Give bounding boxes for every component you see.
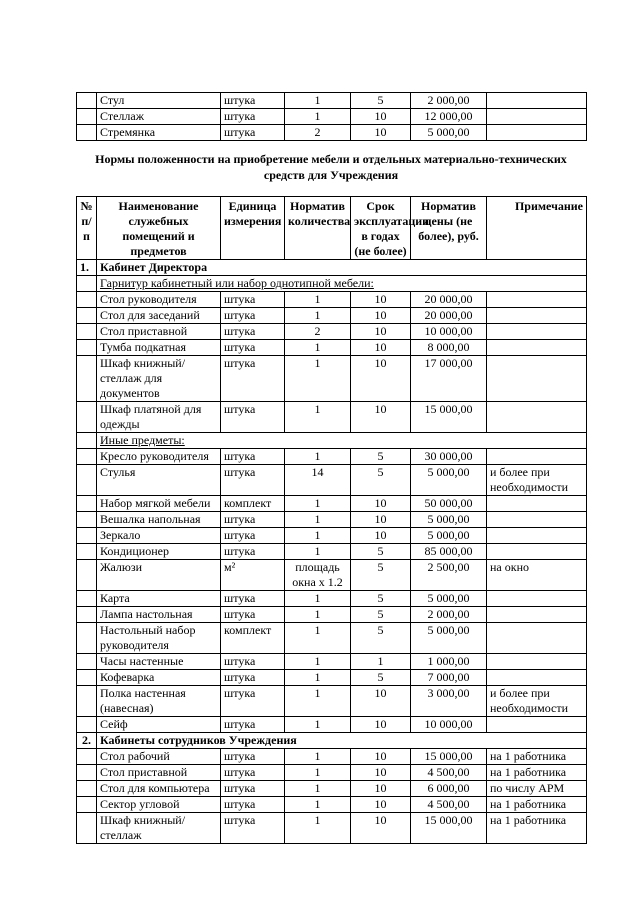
item-price: 50 000,00 bbox=[411, 496, 487, 512]
item-unit: штука bbox=[221, 544, 285, 560]
item-term: 5 bbox=[351, 465, 411, 496]
header-unit: Единица измерения bbox=[221, 197, 285, 260]
row-num bbox=[77, 654, 97, 670]
item-qty: 1 bbox=[285, 781, 351, 797]
section-title: Кабинеты сотрудников Учреждения bbox=[97, 733, 587, 749]
item-price: 10 000,00 bbox=[411, 324, 487, 340]
item-unit: комплект bbox=[221, 496, 285, 512]
item-price: 15 000,00 bbox=[411, 813, 487, 844]
item-price: 5 000,00 bbox=[411, 623, 487, 654]
item-note bbox=[487, 356, 587, 402]
row-num bbox=[77, 528, 97, 544]
item-note bbox=[487, 544, 587, 560]
item-name: Стол приставной bbox=[97, 765, 221, 781]
header-num: № п/п bbox=[77, 197, 97, 260]
item-term: 10 bbox=[351, 402, 411, 433]
table-row bbox=[77, 496, 587, 512]
row-num bbox=[77, 797, 97, 813]
item-qty: 1 bbox=[285, 544, 351, 560]
row-num bbox=[77, 340, 97, 356]
item-qty: 1 bbox=[285, 749, 351, 765]
row-num bbox=[77, 623, 97, 654]
item-note bbox=[487, 654, 587, 670]
table-row bbox=[77, 591, 587, 607]
table-row bbox=[77, 340, 587, 356]
table-row bbox=[77, 749, 587, 765]
item-qty: 1 bbox=[285, 93, 351, 109]
item-unit: штука bbox=[221, 93, 285, 109]
item-term: 10 bbox=[351, 528, 411, 544]
item-note bbox=[487, 109, 587, 125]
item-unit: штука bbox=[221, 717, 285, 733]
item-unit: штука bbox=[221, 670, 285, 686]
item-name: Зеркало bbox=[97, 528, 221, 544]
item-note: на 1 работника bbox=[487, 813, 587, 844]
item-unit: комплект bbox=[221, 623, 285, 654]
item-qty: 1 bbox=[285, 292, 351, 308]
item-qty: 1 bbox=[285, 109, 351, 125]
item-price: 2 000,00 bbox=[411, 93, 487, 109]
item-name: Кондиционер bbox=[97, 544, 221, 560]
norms-table bbox=[76, 196, 587, 844]
row-num bbox=[77, 308, 97, 324]
item-price: 12 000,00 bbox=[411, 109, 487, 125]
group-title-row bbox=[77, 433, 587, 449]
item-price: 4 500,00 bbox=[411, 765, 487, 781]
table-row bbox=[77, 512, 587, 528]
row-num bbox=[77, 813, 97, 844]
header-qty: Норматив количества bbox=[285, 197, 351, 260]
row-num bbox=[77, 591, 97, 607]
item-unit: штука bbox=[221, 465, 285, 496]
item-name: Кресло руководителя bbox=[97, 449, 221, 465]
item-note bbox=[487, 402, 587, 433]
item-qty: 1 bbox=[285, 496, 351, 512]
table-row bbox=[77, 765, 587, 781]
table-row bbox=[77, 125, 587, 141]
item-qty: 1 bbox=[285, 356, 351, 402]
item-note bbox=[487, 308, 587, 324]
table-row bbox=[77, 813, 587, 844]
row-num bbox=[77, 449, 97, 465]
item-name: Шкаф платяной для одежды bbox=[97, 402, 221, 433]
item-name: Лампа настольная bbox=[97, 607, 221, 623]
item-unit: штука bbox=[221, 340, 285, 356]
item-price: 2 000,00 bbox=[411, 607, 487, 623]
item-term: 10 bbox=[351, 717, 411, 733]
row-num bbox=[77, 686, 97, 717]
table-row bbox=[77, 623, 587, 654]
item-price: 20 000,00 bbox=[411, 292, 487, 308]
item-qty: 1 bbox=[285, 607, 351, 623]
item-qty: 1 bbox=[285, 813, 351, 844]
item-unit: штука bbox=[221, 356, 285, 402]
item-term: 10 bbox=[351, 109, 411, 125]
item-note bbox=[487, 496, 587, 512]
item-term: 10 bbox=[351, 797, 411, 813]
item-qty: 1 bbox=[285, 591, 351, 607]
table-row bbox=[77, 449, 587, 465]
row-num bbox=[77, 607, 97, 623]
table-row bbox=[77, 686, 587, 717]
item-qty: 1 bbox=[285, 402, 351, 433]
item-price: 5 000,00 bbox=[411, 591, 487, 607]
item-note bbox=[487, 324, 587, 340]
section-num: 2. bbox=[77, 733, 97, 749]
item-note bbox=[487, 528, 587, 544]
item-price: 3 000,00 bbox=[411, 686, 487, 717]
item-note bbox=[487, 591, 587, 607]
item-note: на 1 работника bbox=[487, 765, 587, 781]
item-qty: площадь окна х 1.2 bbox=[285, 560, 351, 591]
item-note bbox=[487, 125, 587, 141]
table-row bbox=[77, 109, 587, 125]
item-qty: 2 bbox=[285, 125, 351, 141]
item-unit: штука bbox=[221, 402, 285, 433]
item-note bbox=[487, 449, 587, 465]
item-unit: штука bbox=[221, 591, 285, 607]
item-unit: штука bbox=[221, 765, 285, 781]
table-row bbox=[77, 670, 587, 686]
header-name: Наименование служебных помещений и предметов bbox=[97, 197, 221, 260]
item-price: 30 000,00 bbox=[411, 449, 487, 465]
item-unit: штука bbox=[221, 308, 285, 324]
continued-table bbox=[76, 92, 587, 141]
header-note: Примечание bbox=[487, 197, 587, 260]
item-name: Стол для компьютера bbox=[97, 781, 221, 797]
item-term: 5 bbox=[351, 544, 411, 560]
item-term: 10 bbox=[351, 324, 411, 340]
item-price: 4 500,00 bbox=[411, 797, 487, 813]
row-num bbox=[77, 125, 97, 141]
item-note bbox=[487, 607, 587, 623]
item-name: Вешалка напольная bbox=[97, 512, 221, 528]
table-row bbox=[77, 717, 587, 733]
item-unit: штука bbox=[221, 324, 285, 340]
item-unit: штука bbox=[221, 686, 285, 717]
item-qty: 1 bbox=[285, 528, 351, 544]
item-qty: 1 bbox=[285, 340, 351, 356]
item-qty: 1 bbox=[285, 765, 351, 781]
section-title: Кабинет Директора bbox=[97, 260, 587, 276]
item-name: Полка настенная (навесная) bbox=[97, 686, 221, 717]
item-unit: м² bbox=[221, 560, 285, 591]
item-term: 10 bbox=[351, 496, 411, 512]
item-price: 20 000,00 bbox=[411, 308, 487, 324]
item-name: Стол для заседаний bbox=[97, 308, 221, 324]
table-row bbox=[77, 544, 587, 560]
table-row bbox=[77, 781, 587, 797]
item-note: и более при необходимости bbox=[487, 686, 587, 717]
item-term: 10 bbox=[351, 813, 411, 844]
item-name: Сейф bbox=[97, 717, 221, 733]
item-price: 10 000,00 bbox=[411, 717, 487, 733]
row-num bbox=[77, 544, 97, 560]
item-name: Стремянка bbox=[97, 125, 221, 141]
item-name: Стул bbox=[97, 93, 221, 109]
item-term: 10 bbox=[351, 340, 411, 356]
item-unit: штука bbox=[221, 749, 285, 765]
section-row-staff bbox=[77, 733, 587, 749]
item-name: Стол руководителя bbox=[97, 292, 221, 308]
group-title-row bbox=[77, 276, 587, 292]
item-name: Стол приставной bbox=[97, 324, 221, 340]
item-note bbox=[487, 93, 587, 109]
group-title-furniture: Гарнитур кабинетный или набор однотипной мебели: bbox=[97, 276, 587, 292]
item-qty: 1 bbox=[285, 308, 351, 324]
item-price: 7 000,00 bbox=[411, 670, 487, 686]
header-term: Срок эксплуатации в годах (не более) bbox=[351, 197, 411, 260]
item-qty: 1 bbox=[285, 670, 351, 686]
item-term: 5 bbox=[351, 670, 411, 686]
item-unit: штука bbox=[221, 125, 285, 141]
table-row bbox=[77, 324, 587, 340]
item-price: 85 000,00 bbox=[411, 544, 487, 560]
item-unit: штука bbox=[221, 292, 285, 308]
item-price: 5 000,00 bbox=[411, 528, 487, 544]
item-qty: 1 bbox=[285, 717, 351, 733]
item-unit: штука bbox=[221, 654, 285, 670]
item-name: Стол рабочий bbox=[97, 749, 221, 765]
item-qty: 2 bbox=[285, 324, 351, 340]
row-num bbox=[77, 781, 97, 797]
item-term: 10 bbox=[351, 749, 411, 765]
row-num bbox=[77, 670, 97, 686]
item-note bbox=[487, 717, 587, 733]
item-name: Часы настенные bbox=[97, 654, 221, 670]
table-row bbox=[77, 528, 587, 544]
row-num bbox=[77, 402, 97, 433]
item-note: и более при необходимости bbox=[487, 465, 587, 496]
item-term: 10 bbox=[351, 292, 411, 308]
item-term: 1 bbox=[351, 654, 411, 670]
header-price: Норматив цены (не более), руб. bbox=[411, 197, 487, 260]
item-name: Тумба подкатная bbox=[97, 340, 221, 356]
item-term: 10 bbox=[351, 765, 411, 781]
row-num bbox=[77, 496, 97, 512]
table-row bbox=[77, 797, 587, 813]
table-row bbox=[77, 93, 587, 109]
item-qty: 1 bbox=[285, 686, 351, 717]
item-price: 5 000,00 bbox=[411, 125, 487, 141]
item-price: 2 500,00 bbox=[411, 560, 487, 591]
item-price: 17 000,00 bbox=[411, 356, 487, 402]
item-qty: 1 bbox=[285, 797, 351, 813]
table-row bbox=[77, 292, 587, 308]
item-unit: штука bbox=[221, 109, 285, 125]
item-note bbox=[487, 670, 587, 686]
table-row bbox=[77, 308, 587, 324]
item-note bbox=[487, 340, 587, 356]
row-num bbox=[77, 465, 97, 496]
item-qty: 14 bbox=[285, 465, 351, 496]
item-price: 15 000,00 bbox=[411, 402, 487, 433]
item-name: Шкаф книжный/стеллаж bbox=[97, 813, 221, 844]
table-row bbox=[77, 560, 587, 591]
item-note: на окно bbox=[487, 560, 587, 591]
item-term: 5 bbox=[351, 607, 411, 623]
item-price: 5 000,00 bbox=[411, 512, 487, 528]
item-qty: 1 bbox=[285, 654, 351, 670]
item-term: 5 bbox=[351, 623, 411, 654]
item-name: Настольный набор руководителя bbox=[97, 623, 221, 654]
item-unit: штука bbox=[221, 781, 285, 797]
item-name: Сектор угловой bbox=[97, 797, 221, 813]
row-num bbox=[77, 560, 97, 591]
row-num bbox=[77, 109, 97, 125]
item-price: 6 000,00 bbox=[411, 781, 487, 797]
row-num bbox=[77, 93, 97, 109]
item-term: 10 bbox=[351, 356, 411, 402]
item-term: 10 bbox=[351, 125, 411, 141]
row-num bbox=[77, 292, 97, 308]
table-row bbox=[77, 607, 587, 623]
group-title-other: Иные предметы: bbox=[97, 433, 587, 449]
table-row bbox=[77, 356, 587, 402]
section-row-director bbox=[77, 260, 587, 276]
item-name: Шкаф книжный/стеллаж для документов bbox=[97, 356, 221, 402]
item-note bbox=[487, 512, 587, 528]
item-name: Стулья bbox=[97, 465, 221, 496]
item-unit: штука bbox=[221, 797, 285, 813]
item-name: Набор мягкой мебели bbox=[97, 496, 221, 512]
item-qty: 1 bbox=[285, 449, 351, 465]
item-name: Кофеварка bbox=[97, 670, 221, 686]
item-unit: штука bbox=[221, 813, 285, 844]
item-qty: 1 bbox=[285, 623, 351, 654]
header-row bbox=[77, 197, 587, 260]
item-note bbox=[487, 623, 587, 654]
item-note: по числу АРМ bbox=[487, 781, 587, 797]
item-unit: штука bbox=[221, 528, 285, 544]
section-num: 1. bbox=[77, 260, 97, 276]
item-term: 5 bbox=[351, 591, 411, 607]
item-term: 10 bbox=[351, 686, 411, 717]
item-unit: штука bbox=[221, 512, 285, 528]
item-name: Жалюзи bbox=[97, 560, 221, 591]
item-qty: 1 bbox=[285, 512, 351, 528]
item-unit: штука bbox=[221, 607, 285, 623]
item-term: 5 bbox=[351, 93, 411, 109]
item-note: на 1 работника bbox=[487, 749, 587, 765]
table-row bbox=[77, 465, 587, 496]
table-row bbox=[77, 654, 587, 670]
row-num bbox=[77, 512, 97, 528]
norms-title: Нормы положенности на приобретение мебели и отдельных материально-технических средств для Учреждения bbox=[95, 152, 567, 182]
row-num bbox=[77, 717, 97, 733]
item-term: 10 bbox=[351, 781, 411, 797]
row-num bbox=[77, 356, 97, 402]
item-term: 5 bbox=[351, 449, 411, 465]
row-num bbox=[77, 765, 97, 781]
item-term: 5 bbox=[351, 560, 411, 591]
item-note: на 1 работника bbox=[487, 797, 587, 813]
item-name: Стеллаж bbox=[97, 109, 221, 125]
row-num bbox=[77, 749, 97, 765]
item-unit: штука bbox=[221, 449, 285, 465]
item-term: 10 bbox=[351, 512, 411, 528]
item-term: 10 bbox=[351, 308, 411, 324]
item-price: 15 000,00 bbox=[411, 749, 487, 765]
item-price: 8 000,00 bbox=[411, 340, 487, 356]
item-price: 1 000,00 bbox=[411, 654, 487, 670]
table-row bbox=[77, 402, 587, 433]
row-num bbox=[77, 324, 97, 340]
item-name: Карта bbox=[97, 591, 221, 607]
item-note bbox=[487, 292, 587, 308]
item-price: 5 000,00 bbox=[411, 465, 487, 496]
